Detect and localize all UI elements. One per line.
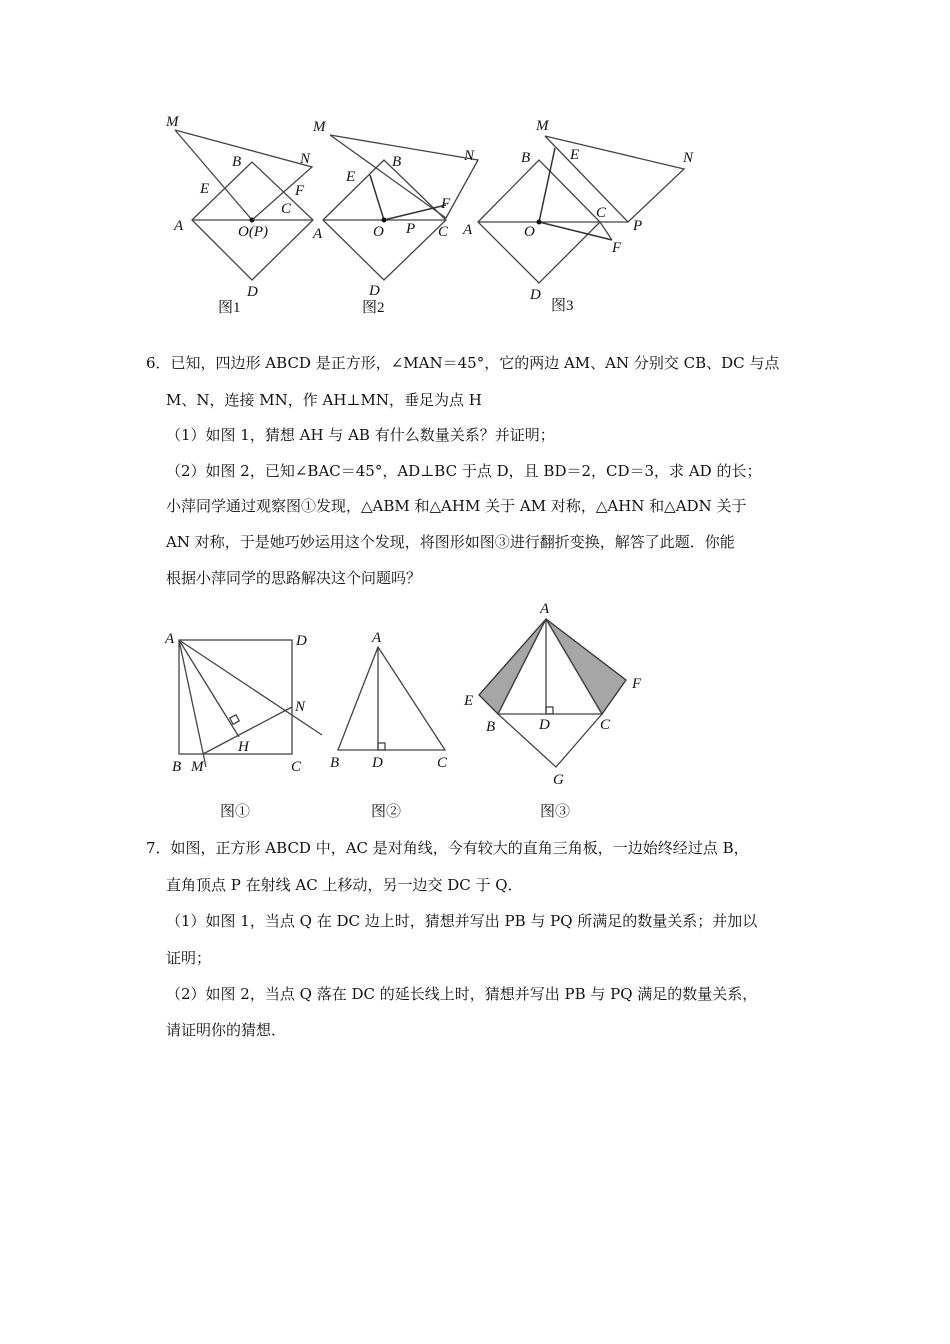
fig-c3-label-A: A xyxy=(540,601,550,617)
problem6-line3: （1）如图 1，猜想 AH 与 AB 有什么数量关系？并证明； xyxy=(166,426,555,444)
fig-c3-caption: 图③ xyxy=(540,804,571,820)
fig3-label-P: P xyxy=(633,218,643,234)
problem7-line1: 7．如图，正方形 ABCD 中，AC 是对角线，今有较大的直角三角板，一边始终经过点 B， xyxy=(146,839,749,857)
fig-c1-label-B: B xyxy=(172,759,182,775)
mid-figures xyxy=(0,595,950,835)
fig-c2-label-C: C xyxy=(437,755,448,771)
fig1-label-M: M xyxy=(166,114,179,130)
figure-circle-3 xyxy=(463,601,642,820)
figure-circle-2 xyxy=(330,630,448,820)
fig-c2-label-D: D xyxy=(372,755,383,771)
fig1-label-D: D xyxy=(247,284,258,300)
figure-circle-1 xyxy=(164,631,322,820)
fig2-label-E: E xyxy=(346,169,356,185)
fig3-caption: 图3 xyxy=(551,298,574,314)
problem6-line1: 6．已知，四边形 ABCD 是正方形，∠MAN＝45°，它的两边 AM、AN 分别交 CB、DC 与点 xyxy=(146,354,780,372)
figure-3 xyxy=(462,118,694,314)
fig-c3-label-E: E xyxy=(464,693,474,709)
fig3-label-A: A xyxy=(463,222,473,238)
fig2-label-D: D xyxy=(369,283,380,299)
problem6-line7: 根据小萍同学的思路解决这个问题吗？ xyxy=(166,569,422,587)
fig-c3-label-F: F xyxy=(632,676,642,692)
fig1-label-N: N xyxy=(300,151,311,167)
top-figures xyxy=(0,0,950,330)
fig-c2-label-A: A xyxy=(372,630,382,646)
fig1-caption: 图1 xyxy=(218,300,241,316)
fig1-label-A: A xyxy=(174,218,184,234)
problem6-line5: 小萍同学通过观察图①发现，△ABM 和△AHM 关于 AM 对称，△AHN 和△ADN 关于 xyxy=(166,497,747,515)
fig2-caption: 图2 xyxy=(362,300,385,316)
fig2-label-B: B xyxy=(392,154,402,170)
fig2-label-M: M xyxy=(313,119,326,135)
problem7-line6: 请证明你的猜想． xyxy=(166,1021,287,1039)
problem7-line5: （2）如图 2，当点 Q 落在 DC 的延长线上时，猜想并写出 PB 与 PQ 满足的数量关系， xyxy=(166,985,758,1003)
fig2-label-N: N xyxy=(464,148,475,164)
figure-1 xyxy=(165,114,313,316)
fig-c1-label-C: C xyxy=(291,759,302,775)
problem7-line3: （1）如图 1，当点 Q 在 DC 边上时，猜想并写出 PB 与 PQ 所满足的数量关系；并加以 xyxy=(166,912,758,930)
fig1-label-F: F xyxy=(295,183,305,199)
fig1-label-OP: O(P) xyxy=(238,224,268,240)
fig3-label-O: O xyxy=(524,224,535,240)
fig3-label-F: F xyxy=(612,240,622,256)
fig1-label-B: B xyxy=(232,154,242,170)
fig-c2-label-B: B xyxy=(330,755,340,771)
figure-2 xyxy=(312,119,478,316)
fig-c1-label-D: D xyxy=(296,633,307,649)
fig1-label-C: C xyxy=(281,201,292,217)
problem6-line2: M、N，连接 MN，作 AH⊥MN，垂足为点 H xyxy=(166,391,482,409)
fig2-label-C: C xyxy=(438,224,449,240)
fig2-label-A: A xyxy=(313,226,323,242)
fig3-label-B: B xyxy=(521,150,531,166)
fig2-label-O: O xyxy=(373,224,384,240)
fig2-label-F: F xyxy=(441,196,451,212)
problem6-line6: AN 对称，于是她巧妙运用这个发现，将图形如图③进行翻折变换，解答了此题．你能 xyxy=(166,533,735,551)
problem7-line4: 证明； xyxy=(166,949,212,967)
fig-c3-label-B: B xyxy=(486,719,496,735)
problem6-line4: （2）如图 2，已知∠BAC＝45°，AD⊥BC 于点 D，且 BD＝2，CD＝3，求 AD 的长； xyxy=(166,462,762,480)
fig-c1-label-N: N xyxy=(295,699,306,715)
fig3-label-D: D xyxy=(530,287,541,303)
fig3-label-E: E xyxy=(570,147,580,163)
problem7-line2: 直角顶点 P 在射线 AC 上移动，另一边交 DC 于 Q． xyxy=(166,876,523,894)
fig-c2-caption: 图② xyxy=(371,804,402,820)
fig2-label-P: P xyxy=(406,221,416,237)
fig1-label-E: E xyxy=(200,181,210,197)
fig-c1-label-A: A xyxy=(165,631,175,647)
fig3-label-M: M xyxy=(536,118,549,134)
fig-c3-label-D: D xyxy=(539,717,550,733)
fig-c3-label-G: G xyxy=(553,772,564,788)
fig-c1-label-H: H xyxy=(238,739,249,755)
fig-c3-label-C: C xyxy=(600,717,611,733)
fig3-label-N: N xyxy=(683,150,694,166)
fig-c1-caption: 图① xyxy=(220,804,251,820)
fig3-label-C: C xyxy=(596,205,607,221)
fig-c1-label-M: M xyxy=(191,759,204,775)
